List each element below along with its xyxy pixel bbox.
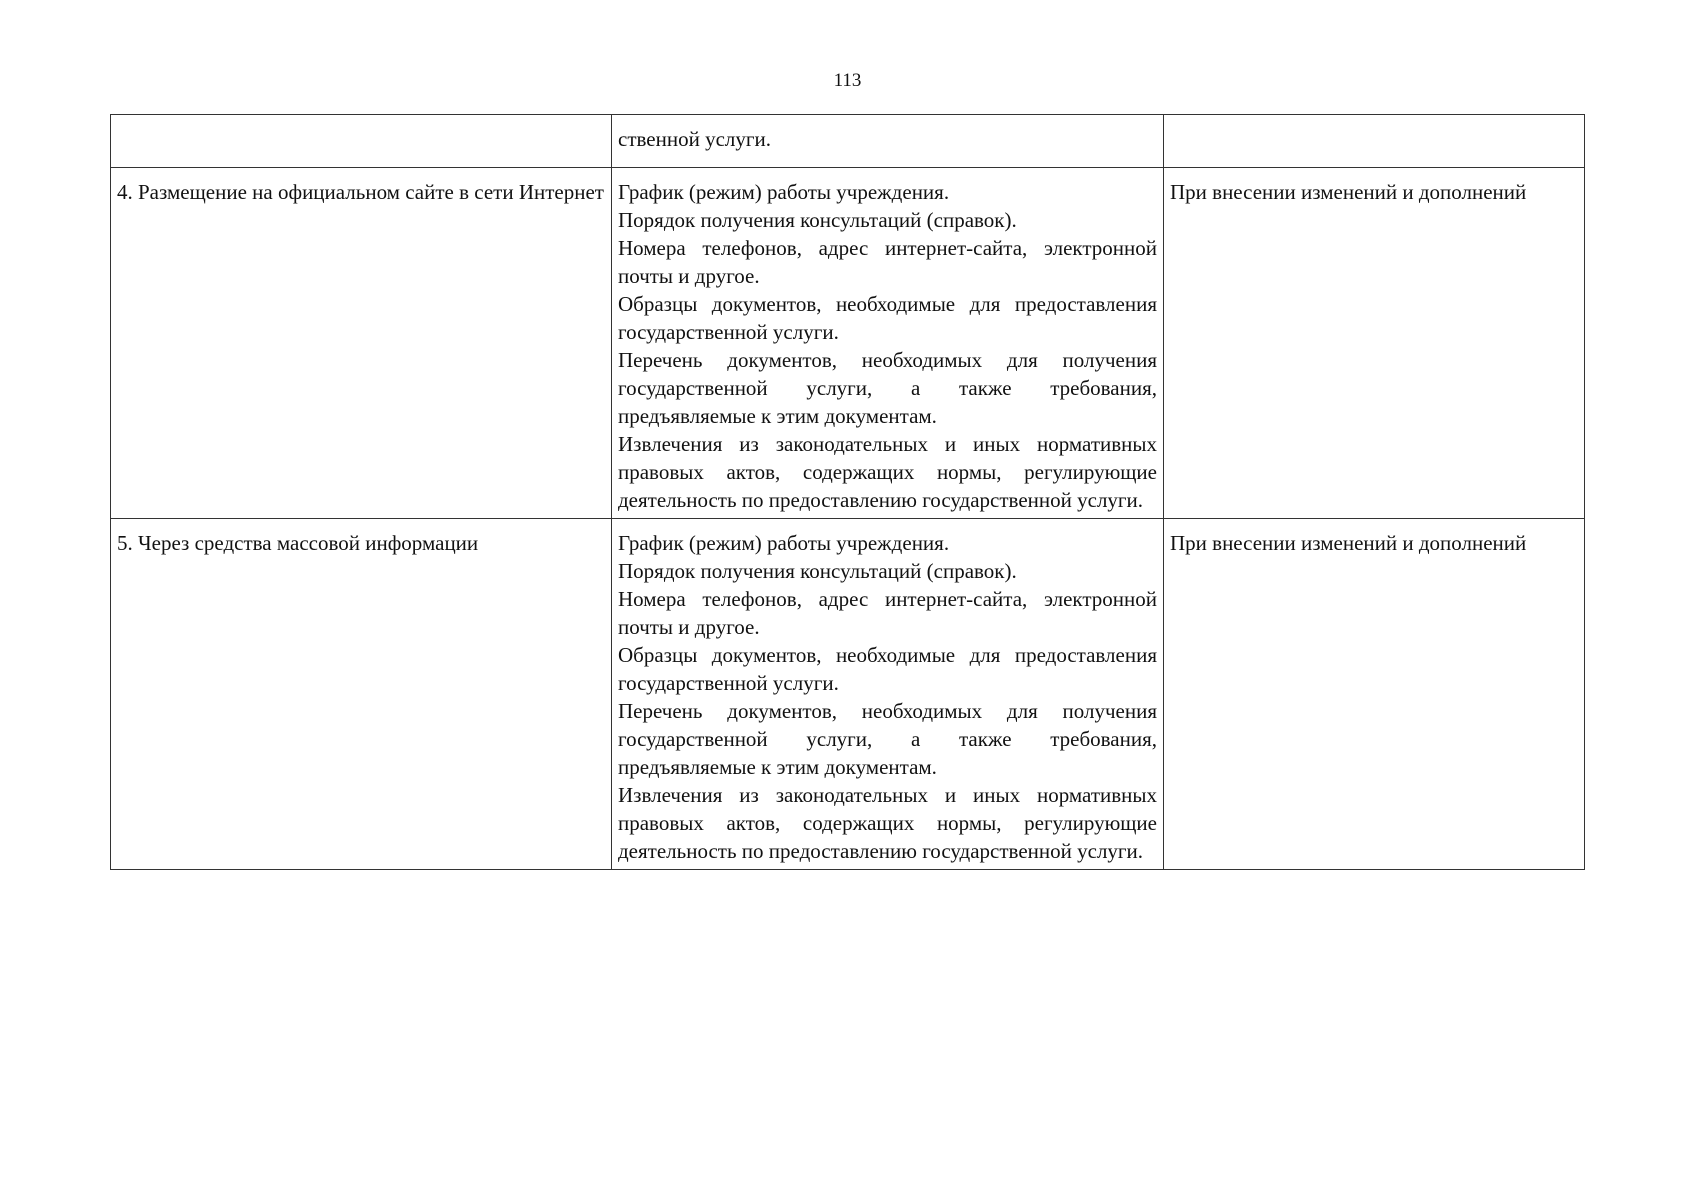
content-line: Перечень документов, необходимых для получения государственной услуги, а также требования, предъявляемые к этим документам. — [618, 699, 1157, 779]
frequency-cell — [1164, 115, 1585, 168]
content-line: Перечень документов, необходимых для получения государственной услуги, а также требования, предъявляемые к этим документам. — [618, 348, 1157, 428]
page-number: 113 — [833, 70, 862, 91]
content-cell — [612, 115, 1164, 168]
method-cell — [111, 519, 612, 870]
content-line: Образцы документов, необходимые для предоставления государственной услуги. — [618, 292, 1157, 344]
content-cell — [612, 168, 1164, 519]
content-line: Образцы документов, необходимые для предоставления государственной услуги. — [618, 643, 1157, 695]
frequency-cell — [1164, 519, 1585, 870]
content-line: Порядок получения консультаций (справок). — [618, 208, 1017, 232]
content-line: График (режим) работы учреждения. — [618, 180, 950, 204]
frequency-text: При внесении изменений и дополнений — [1170, 531, 1527, 555]
content-line: Номера телефонов, адрес интернет-сайта, электронной почты и другое. — [618, 587, 1157, 639]
content-line: Порядок получения консультаций (справок). — [618, 559, 1017, 583]
content-line: Номера телефонов, адрес интернет-сайта, электронной почты и другое. — [618, 236, 1157, 288]
content-line: ственной услуги. — [618, 127, 771, 151]
table-row — [111, 115, 1585, 168]
method-cell — [111, 168, 612, 519]
info-table — [110, 114, 1585, 870]
method-text: 5. Через средства массовой информации — [117, 531, 479, 555]
method-text: 4. Размещение на официальном сайте в сети Интернет — [117, 180, 604, 204]
table-row — [111, 168, 1585, 519]
table-row — [111, 519, 1585, 870]
frequency-cell — [1164, 168, 1585, 519]
content-cell — [612, 519, 1164, 870]
method-cell — [111, 115, 612, 168]
content-line: График (режим) работы учреждения. — [618, 531, 950, 555]
content-line: Извлечения из законодательных и иных нормативных правовых актов, содержащих нормы, регулирующие деятельность по предоставлению государственной услуги. — [618, 783, 1157, 863]
frequency-text: При внесении изменений и дополнений — [1170, 180, 1527, 204]
content-line: Извлечения из законодательных и иных нормативных правовых актов, содержащих нормы, регулирующие деятельность по предоставлению государственной услуги. — [618, 432, 1157, 512]
